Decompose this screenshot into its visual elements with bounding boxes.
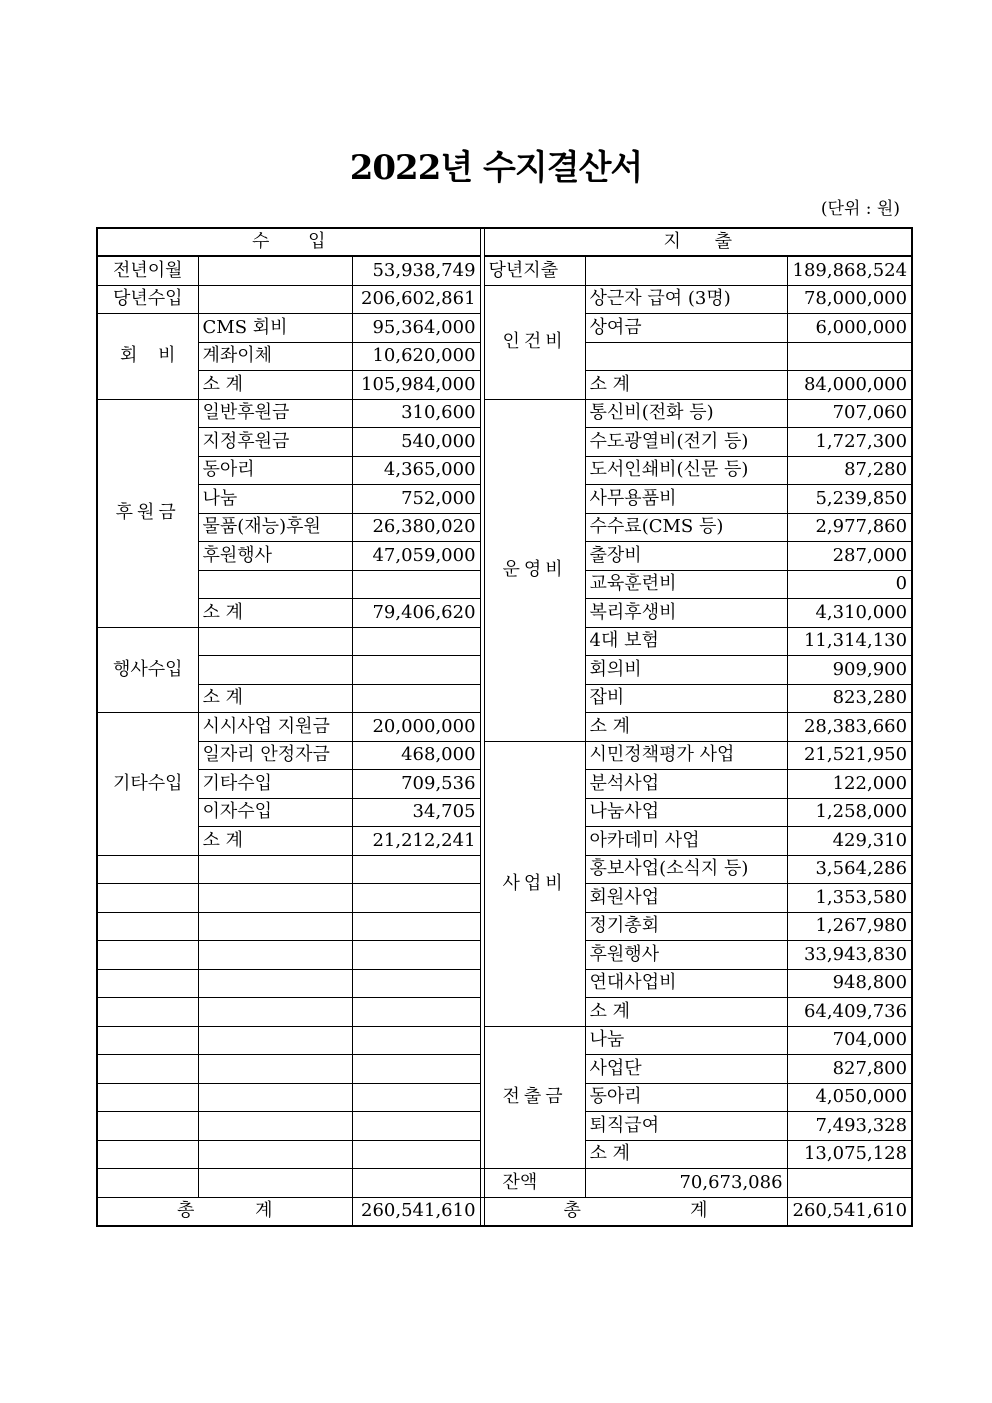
expense-operating-item: 사무용품비 (585, 485, 787, 514)
income-total-label-a: 총 (177, 1200, 195, 1222)
expense-operating-item: 복리후생비 (585, 599, 787, 628)
income-membership-amount: 95,364,000 (352, 314, 480, 343)
income-blank-cell (97, 1026, 198, 1055)
income-other-amount: 34,705 (352, 798, 480, 827)
expense-operating-category: 운영비 (484, 399, 585, 741)
expense-personnel-item (585, 342, 787, 371)
income-event-item (198, 656, 352, 685)
income-donation-item (198, 570, 352, 599)
income-blank-cell (198, 1055, 352, 1084)
expense-balance-amount: 70,673,086 (585, 1169, 787, 1198)
income-event-category: 행사수입 (97, 627, 198, 713)
expense-personnel-item: 상여금 (585, 314, 787, 343)
expense-operating-item: 수도광열비(전기 등) (585, 428, 787, 457)
income-event-item (198, 627, 352, 656)
expense-total-label-b: 계 (690, 1200, 708, 1222)
income-blank-cell (198, 998, 352, 1027)
expense-header (484, 228, 912, 256)
income-blank-cell (198, 941, 352, 970)
expense-total-label (484, 1197, 787, 1226)
expense-operating-amount: 823,280 (787, 684, 912, 713)
income-membership-item: CMS 회비 (198, 314, 352, 343)
expense-current-amount: 189,868,524 (787, 256, 912, 285)
income-donation-category: 후원금 (97, 399, 198, 627)
expense-business-amount: 3,564,286 (787, 855, 912, 884)
expense-transfer-item: 동아리 (585, 1083, 787, 1112)
expense-business-amount: 948,800 (787, 969, 912, 998)
income-blank-cell (352, 912, 480, 941)
expense-total-amount: 260,541,610 (787, 1197, 912, 1226)
expense-personnel-amount (787, 342, 912, 371)
expense-personnel-amount: 84,000,000 (787, 371, 912, 400)
income-total-amount: 260,541,610 (352, 1197, 480, 1226)
income-current-amount: 206,602,861 (352, 285, 480, 314)
expense-business-amount: 1,258,000 (787, 798, 912, 827)
expense-business-amount: 33,943,830 (787, 941, 912, 970)
income-header-b: 입 (308, 231, 326, 252)
expense-business-amount: 21,521,950 (787, 741, 912, 770)
table-row (97, 399, 912, 428)
expense-operating-amount: 707,060 (787, 399, 912, 428)
expense-business-item: 분석사업 (585, 770, 787, 799)
income-blank-cell (352, 1112, 480, 1141)
income-header (97, 228, 480, 256)
income-blank-cell (198, 1112, 352, 1141)
expense-operating-amount: 5,239,850 (787, 485, 912, 514)
expense-personnel-amount: 78,000,000 (787, 285, 912, 314)
table-row (97, 1026, 912, 1055)
expense-operating-amount: 28,383,660 (787, 713, 912, 742)
income-other-item: 시시사업 지원금 (198, 713, 352, 742)
income-blank-cell (97, 855, 198, 884)
expense-balance-label-a: 잔 (502, 1171, 520, 1193)
expense-business-amount: 429,310 (787, 827, 912, 856)
income-other-item: 소 계 (198, 827, 352, 856)
income-blank-cell (97, 998, 198, 1027)
income-donation-amount: 540,000 (352, 428, 480, 457)
income-membership-item: 소 계 (198, 371, 352, 400)
expense-operating-amount: 11,314,130 (787, 627, 912, 656)
income-blank-cell (198, 855, 352, 884)
income-current-label: 당년수입 (97, 285, 198, 314)
expense-operating-item: 잡비 (585, 684, 787, 713)
income-blank-cell (352, 1055, 480, 1084)
income-event-amount (352, 656, 480, 685)
expense-business-item: 시민정책평가 사업 (585, 741, 787, 770)
income-donation-item: 지정후원금 (198, 428, 352, 457)
income-donation-item: 소 계 (198, 599, 352, 628)
expense-business-item: 소 계 (585, 998, 787, 1027)
income-blank-cell (198, 1083, 352, 1112)
expense-business-item: 홍보사업(소식지 등) (585, 855, 787, 884)
income-membership-amount: 105,984,000 (352, 371, 480, 400)
income-donation-amount: 310,600 (352, 399, 480, 428)
income-event-item: 소 계 (198, 684, 352, 713)
income-other-item: 일자리 안정자금 (198, 741, 352, 770)
income-blank-cell (352, 1026, 480, 1055)
expense-transfer-amount: 13,075,128 (787, 1140, 912, 1169)
income-blank-cell (352, 1140, 480, 1169)
income-blank-cell (97, 1083, 198, 1112)
income-blank-cell (97, 1055, 198, 1084)
expense-operating-item: 수수료(CMS 등) (585, 513, 787, 542)
expense-transfer-item: 퇴직급여 (585, 1112, 787, 1141)
expense-header-a: 지 (663, 231, 681, 252)
expense-personnel-item: 상근자 급여 (3명) (585, 285, 787, 314)
expense-transfer-amount: 7,493,328 (787, 1112, 912, 1141)
expense-operating-amount: 1,727,300 (787, 428, 912, 457)
expense-transfer-amount: 704,000 (787, 1026, 912, 1055)
expense-operating-item: 도서인쇄비(신문 등) (585, 456, 787, 485)
income-event-amount (352, 684, 480, 713)
income-blank-cell (97, 1169, 198, 1198)
income-blank-cell (352, 969, 480, 998)
income-header-a: 수 (252, 231, 270, 252)
income-other-category: 기타수입 (97, 713, 198, 856)
expense-balance-label-b: 액 (519, 1171, 538, 1193)
income-donation-item: 물품(재능)후원 (198, 513, 352, 542)
expense-header-b: 출 (714, 231, 733, 252)
income-blank-cell (97, 1112, 198, 1141)
expense-current-blank (585, 256, 787, 285)
table-row (97, 285, 912, 314)
income-blank-cell (97, 1140, 198, 1169)
income-membership-amount: 10,620,000 (352, 342, 480, 371)
expense-operating-item: 출장비 (585, 542, 787, 571)
income-prev-carry-amount: 53,938,749 (352, 256, 480, 285)
income-blank-cell (198, 912, 352, 941)
income-blank-cell (352, 884, 480, 913)
income-blank-cell (198, 884, 352, 913)
income-blank-cell (97, 969, 198, 998)
expense-operating-amount: 87,280 (787, 456, 912, 485)
expense-personnel-amount: 6,000,000 (787, 314, 912, 343)
income-other-amount: 20,000,000 (352, 713, 480, 742)
expense-operating-amount: 4,310,000 (787, 599, 912, 628)
expense-operating-item: 교육훈련비 (585, 570, 787, 599)
expense-business-category: 사업비 (484, 741, 585, 1026)
income-blank-cell (352, 998, 480, 1027)
income-blank-cell (352, 1083, 480, 1112)
expense-business-amount: 1,353,580 (787, 884, 912, 913)
table-row (97, 741, 912, 770)
total-row (97, 1197, 912, 1226)
expense-business-item: 연대사업비 (585, 969, 787, 998)
income-donation-amount: 26,380,020 (352, 513, 480, 542)
income-blank-cell (97, 912, 198, 941)
expense-operating-item: 소 계 (585, 713, 787, 742)
expense-business-item: 정기총회 (585, 912, 787, 941)
table-row (97, 256, 912, 285)
expense-transfer-amount: 827,800 (787, 1055, 912, 1084)
income-donation-amount: 4,365,000 (352, 456, 480, 485)
income-blank-cell (352, 941, 480, 970)
income-current-blank (198, 285, 352, 314)
expense-personnel-category: 인건비 (484, 285, 585, 399)
income-donation-item: 동아리 (198, 456, 352, 485)
income-total-label (97, 1197, 352, 1226)
expense-transfer-item: 소 계 (585, 1140, 787, 1169)
expense-operating-item: 4대 보험 (585, 627, 787, 656)
expense-business-item: 후원행사 (585, 941, 787, 970)
expense-business-amount: 64,409,736 (787, 998, 912, 1027)
income-blank-cell (97, 884, 198, 913)
page-title: 2022년 수지결산서 (349, 148, 643, 188)
income-blank-cell (198, 969, 352, 998)
expense-personnel-item: 소 계 (585, 371, 787, 400)
income-other-item: 기타수입 (198, 770, 352, 799)
table-row (97, 1169, 912, 1198)
income-other-amount: 468,000 (352, 741, 480, 770)
income-total-label-b: 계 (255, 1200, 273, 1222)
income-blank-cell (352, 855, 480, 884)
expense-operating-item: 통신비(전화 등) (585, 399, 787, 428)
expense-transfer-item: 나눔 (585, 1026, 787, 1055)
expense-business-item: 아카데미 사업 (585, 827, 787, 856)
income-blank-cell (198, 1026, 352, 1055)
expense-operating-amount: 287,000 (787, 542, 912, 571)
income-donation-item: 일반후원금 (198, 399, 352, 428)
expense-transfer-item: 사업단 (585, 1055, 787, 1084)
expense-transfer-category: 전출금 (484, 1026, 585, 1169)
income-membership-item: 계좌이체 (198, 342, 352, 371)
expense-operating-amount: 909,900 (787, 656, 912, 685)
income-donation-amount (352, 570, 480, 599)
expense-operating-amount: 0 (787, 570, 912, 599)
income-other-item: 이자수입 (198, 798, 352, 827)
income-blank-cell (198, 1169, 352, 1198)
expense-business-item: 회원사업 (585, 884, 787, 913)
expense-operating-amount: 2,977,860 (787, 513, 912, 542)
income-blank-cell (198, 1140, 352, 1169)
expense-business-amount: 122,000 (787, 770, 912, 799)
settlement-table (96, 227, 913, 1227)
expense-operating-item: 회의비 (585, 656, 787, 685)
income-prev-carry-blank (198, 256, 352, 285)
income-donation-amount: 79,406,620 (352, 599, 480, 628)
income-donation-item: 나눔 (198, 485, 352, 514)
income-prev-carry-label: 전년이월 (97, 256, 198, 285)
expense-business-amount: 1,267,980 (787, 912, 912, 941)
expense-business-item: 나눔사업 (585, 798, 787, 827)
expense-transfer-amount: 4,050,000 (787, 1083, 912, 1112)
income-membership-category-a: 회 (120, 345, 138, 367)
income-donation-item: 후원행사 (198, 542, 352, 571)
expense-total-label-a: 총 (563, 1200, 581, 1222)
income-other-amount: 709,536 (352, 770, 480, 799)
income-blank-cell (352, 1169, 480, 1198)
expense-current-label: 당년지출 (484, 256, 585, 285)
income-donation-amount: 752,000 (352, 485, 480, 514)
income-donation-amount: 47,059,000 (352, 542, 480, 571)
income-other-amount: 21,212,241 (352, 827, 480, 856)
income-membership-category-b: 비 (158, 345, 176, 367)
income-event-amount (352, 627, 480, 656)
unit-label: (단위 : 원) (820, 199, 900, 219)
income-blank-cell (97, 941, 198, 970)
income-membership-category (97, 314, 198, 400)
